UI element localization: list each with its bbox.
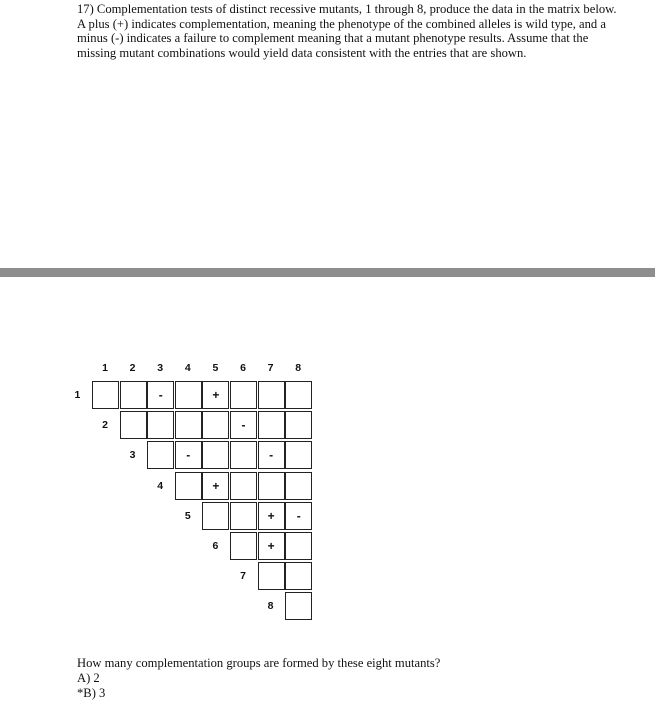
matrix-cell: + [202, 472, 229, 500]
row-label: 4 [157, 479, 164, 492]
matrix-cell: - [175, 441, 202, 469]
matrix-cell [285, 592, 312, 620]
matrix-cell [230, 381, 257, 409]
row-label: 6 [212, 540, 219, 552]
matrix-cell [120, 411, 147, 439]
matrix-cell: - [258, 441, 285, 469]
matrix-cell [285, 381, 312, 409]
matrix-cell [202, 441, 229, 469]
option-a: A) 2 [77, 671, 100, 685]
matrix-cell [230, 441, 257, 469]
matrix-cell [258, 562, 285, 590]
column-label: 5 [212, 362, 219, 374]
matrix-cell [258, 381, 285, 409]
row-label: 8 [267, 600, 274, 613]
matrix-cell: + [202, 381, 229, 409]
matrix-cell [230, 472, 257, 500]
matrix-cell [285, 472, 312, 500]
matrix-cell [202, 502, 229, 530]
column-label: 6 [240, 362, 246, 374]
column-label: 4 [184, 362, 191, 374]
matrix-cell [120, 381, 147, 409]
column-label: 2 [129, 362, 136, 374]
matrix-cell [175, 411, 202, 439]
matrix-cell: + [258, 502, 285, 530]
matrix-cell [285, 532, 312, 560]
matrix-cell: - [230, 411, 257, 439]
question-text: 17) Complementation tests of distinct recessive mutants, 1 through 8, produce the data in the matrix below. A plus (+) indicates complementation, meaning the phenotype of the combined alleles is wild type, and a minus (-) indicates a failure to complement meaning that a mutant phenotype results. Assume that the missing mutant combinations would yield data consistent with the entries that are shown. [77, 2, 617, 60]
row-label: 2 [102, 419, 108, 432]
row-label: 7 [240, 570, 246, 583]
matrix-cell [147, 441, 174, 469]
matrix-cell: - [285, 502, 312, 530]
column-label: 3 [157, 362, 164, 374]
column-label: 1 [102, 362, 108, 374]
matrix-cell [202, 411, 229, 439]
matrix-cell [258, 472, 285, 500]
matrix-cell [230, 532, 257, 560]
matrix-cell: + [258, 532, 285, 560]
matrix-cell [92, 381, 119, 409]
matrix-cell [230, 502, 257, 530]
column-label: 8 [295, 362, 302, 374]
matrix-cell [175, 381, 202, 409]
matrix-cell [147, 411, 174, 439]
matrix-cell [175, 472, 202, 500]
matrix-cell [285, 441, 312, 469]
row-label: 1 [74, 389, 81, 401]
matrix-cell: - [147, 381, 174, 409]
matrix-cell [285, 411, 312, 439]
matrix-cell [285, 562, 312, 590]
row-label: 3 [129, 449, 136, 462]
column-label: 7 [267, 362, 274, 374]
matrix-cell [258, 411, 285, 439]
option-b: *B) 3 [77, 686, 106, 700]
question-prompt: How many complementation groups are formed by these eight mutants? [77, 656, 441, 670]
row-label: 5 [184, 509, 191, 522]
